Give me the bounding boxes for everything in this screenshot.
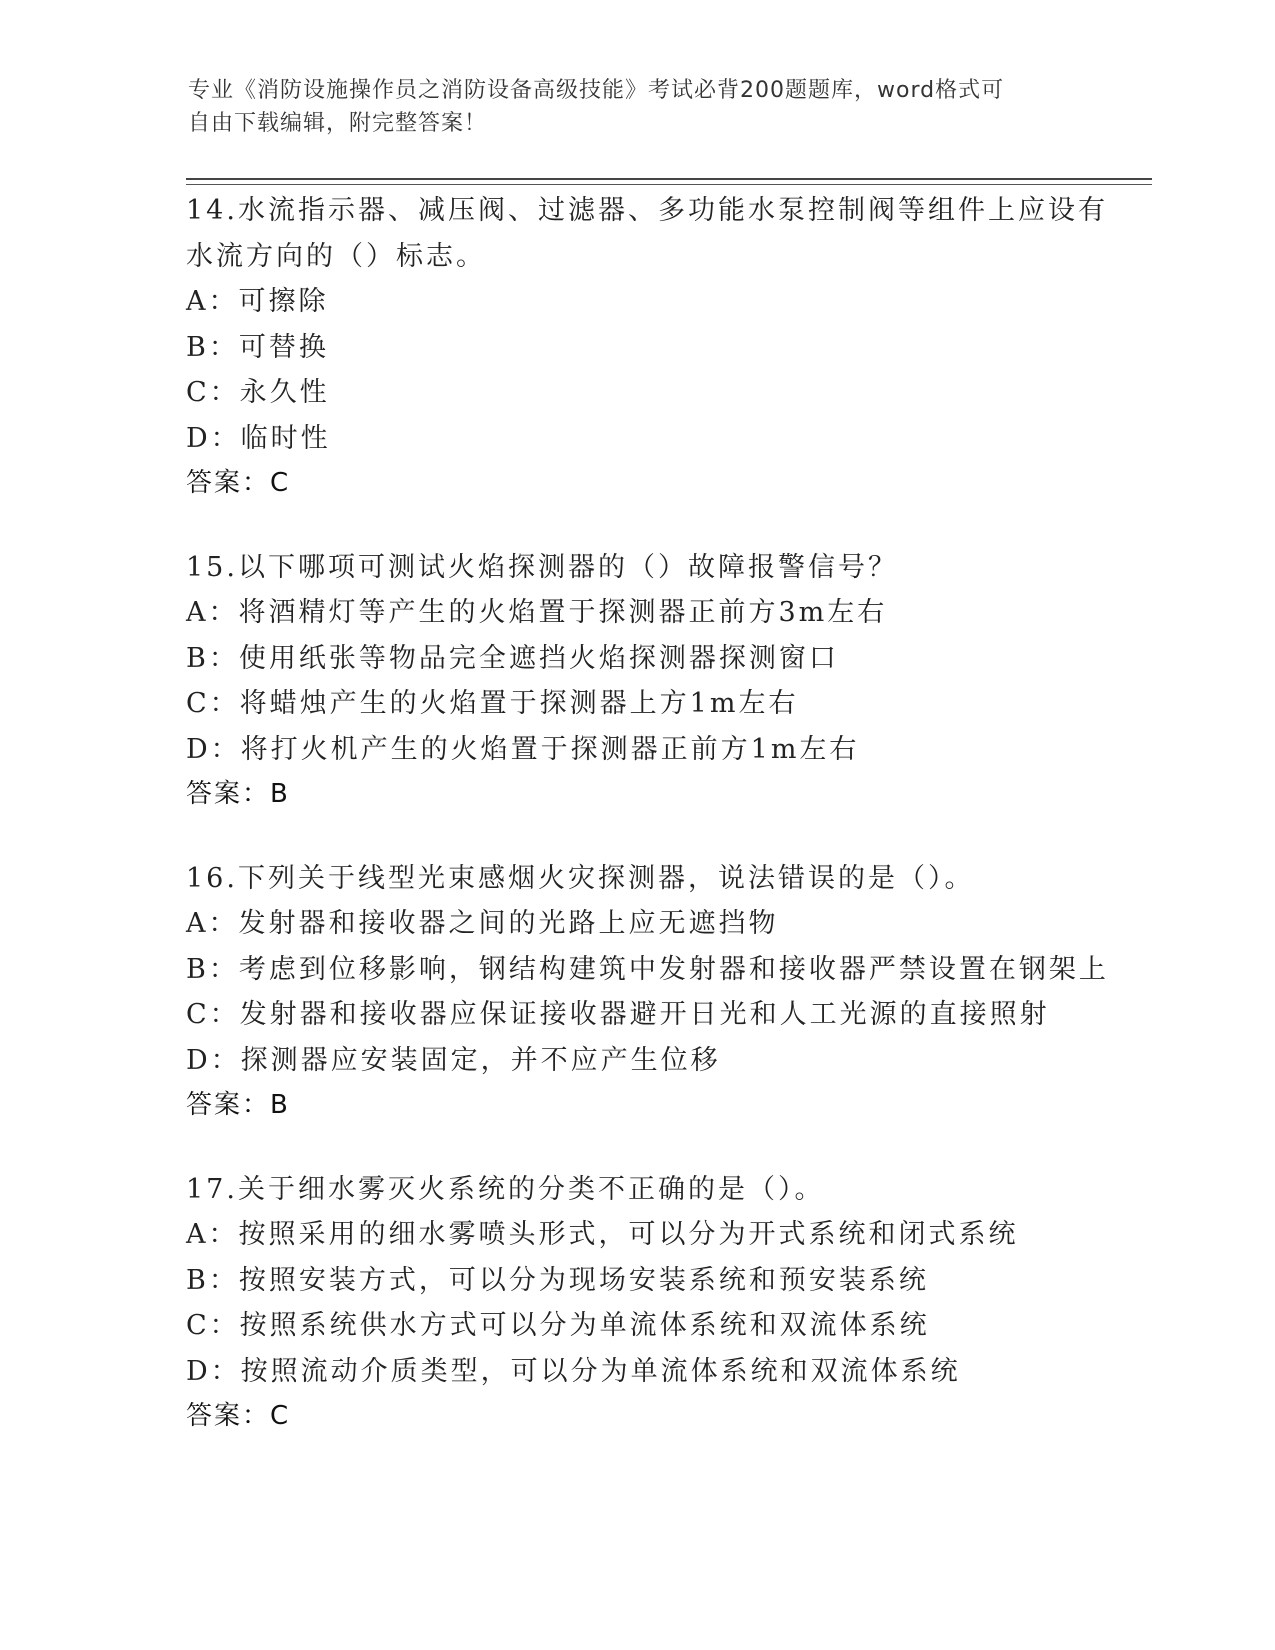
header-line-2: 自由下载编辑，附完整答案！: [188, 111, 488, 136]
option-c: C：发射器和接收器应保证接收器避开日光和人工光源的直接照射: [186, 999, 1050, 1030]
option-a: A：按照采用的细水雾喷头形式，可以分为开式系统和闭式系统: [186, 1219, 1019, 1250]
option-b: B：按照安装方式，可以分为现场安装系统和预安装系统: [186, 1264, 929, 1296]
question-list: [186, 188, 1146, 1478]
option-c: C：永久性: [186, 377, 330, 408]
header-line-1: 专业《消防设施操作员之消防设备高级技能》考试必背200题题库，word格式可: [188, 78, 1005, 103]
answer: 答案：C: [186, 468, 291, 498]
header-divider-thin: [186, 184, 1152, 185]
header-divider-thick: [186, 178, 1152, 180]
page-header: [188, 74, 1068, 140]
option-c: C：按照系统供水方式可以分为单流体系统和双流体系统: [186, 1310, 930, 1341]
question-15: [186, 545, 1146, 818]
option-b: B：使用纸张等物品完全遮挡火焰探测器探测窗口: [186, 642, 839, 674]
option-c: C：将蜡烛产生的火焰置于探测器上方1m左右: [186, 688, 799, 719]
option-d: D：临时性: [186, 422, 331, 454]
question-stem: 17.关于细水雾灭火系统的分类不正确的是（）。: [186, 1173, 825, 1205]
question-stem: 16.下列关于线型光束感烟火灾探测器，说法错误的是（）。: [186, 862, 975, 894]
option-b: B：可替换: [186, 331, 329, 363]
option-d: D：探测器应安装固定，并不应产生位移: [186, 1044, 721, 1076]
question-17: [186, 1167, 1146, 1440]
question-14: [186, 188, 1146, 507]
question-stem-continued: 水流方向的（）标志。: [186, 240, 486, 272]
option-a: A：发射器和接收器之间的光路上应无遮挡物: [186, 908, 779, 939]
option-d: D：按照流动介质类型，可以分为单流体系统和双流体系统: [186, 1355, 961, 1387]
option-d: D：将打火机产生的火焰置于探测器正前方1m左右: [186, 733, 860, 765]
option-a: A：将酒精灯等产生的火焰置于探测器正前方3m左右: [186, 597, 888, 628]
question-16: [186, 856, 1146, 1129]
answer: 答案：C: [186, 1401, 291, 1431]
answer: 答案：B: [186, 1090, 290, 1120]
question-stem: 15.以下哪项可测试火焰探测器的（）故障报警信号？: [186, 551, 898, 583]
question-stem: 14.水流指示器、减压阀、过滤器、多功能水泵控制阀等组件上应设有: [186, 195, 1108, 226]
option-a: A：可擦除: [186, 286, 329, 317]
option-b: B：考虑到位移影响，钢结构建筑中发射器和接收器严禁设置在钢架上: [186, 953, 1109, 985]
answer: 答案：B: [186, 779, 290, 809]
